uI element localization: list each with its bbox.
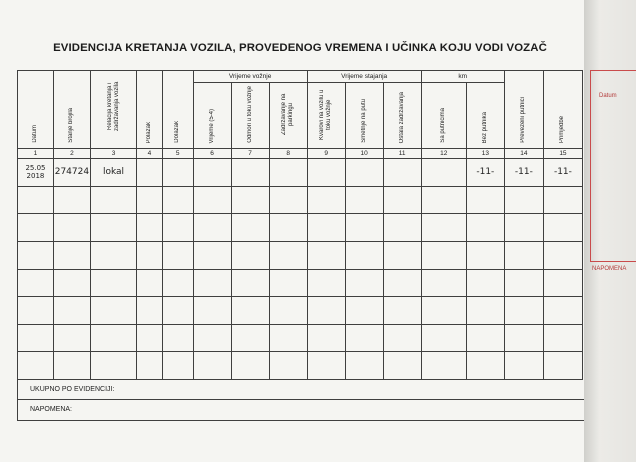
table-cell [269, 214, 307, 242]
table-cell [137, 241, 163, 269]
table-cell [137, 352, 163, 380]
col-number: 12 [421, 149, 466, 159]
table-cell [162, 269, 193, 297]
col-header-datum: Datum [18, 71, 54, 149]
table-cell [162, 352, 193, 380]
table-cell [18, 241, 54, 269]
col-header-vrijeme: Vrijeme (5-4) [193, 83, 231, 149]
table-cell [504, 241, 543, 269]
col-header-bez-putnika: Bez putnika [466, 83, 504, 149]
column-number-row [18, 149, 583, 159]
table-row [18, 352, 583, 380]
table-cell [383, 269, 421, 297]
table-cell [421, 269, 466, 297]
table-cell [90, 269, 136, 297]
col-number: 11 [383, 149, 421, 159]
table-cell [53, 186, 90, 214]
table-cell [421, 297, 466, 325]
table-cell [90, 297, 136, 325]
col-header-kvarovi: Kvarovi na vozilu u toku vožnje [307, 83, 345, 149]
col-header-odmori: Odmori u toku vožnje [231, 83, 269, 149]
table-cell [193, 159, 231, 187]
table-cell [231, 241, 269, 269]
table-cell [269, 186, 307, 214]
group-header-row [18, 71, 583, 83]
ukupno-label: UKUPNO PO EVIDENCIJI: [18, 380, 584, 400]
table-cell [345, 159, 383, 187]
col-number: 15 [543, 149, 582, 159]
table-cell [307, 186, 345, 214]
table-cell [345, 269, 383, 297]
table-cell [421, 324, 466, 352]
table-row [18, 297, 583, 325]
table-cell [504, 324, 543, 352]
table-cell [421, 159, 466, 187]
table-cell [466, 324, 504, 352]
table-cell [466, 352, 504, 380]
table-cell [90, 186, 136, 214]
col-header-parking: Zadržavanje na parkingu [269, 83, 307, 149]
table-cell [504, 352, 543, 380]
handwritten-entry: 274724 [53, 159, 90, 187]
table-cell [269, 324, 307, 352]
col-number: 5 [162, 149, 193, 159]
table-cell [421, 241, 466, 269]
table-cell [345, 324, 383, 352]
table-cell [543, 214, 582, 242]
table-cell [193, 269, 231, 297]
table-cell [466, 269, 504, 297]
table-cell [383, 297, 421, 325]
table-cell [162, 186, 193, 214]
table-cell [383, 352, 421, 380]
table-cell [162, 159, 193, 187]
table-cell [466, 186, 504, 214]
table-cell [231, 324, 269, 352]
handwritten-entry: lokal [90, 159, 136, 187]
table-cell [231, 159, 269, 187]
col-number: 13 [466, 149, 504, 159]
evidence-table [17, 70, 583, 380]
handwritten-entry: -11- [466, 159, 504, 187]
right-page-datum-label: Datum [599, 93, 617, 99]
table-cell [466, 297, 504, 325]
table-cell [137, 297, 163, 325]
table-cell [421, 352, 466, 380]
table-cell [193, 324, 231, 352]
col-number: 4 [137, 149, 163, 159]
col-number: 9 [307, 149, 345, 159]
table-cell [90, 324, 136, 352]
table-cell [543, 241, 582, 269]
table-cell [504, 297, 543, 325]
table-cell [269, 269, 307, 297]
table-cell [193, 241, 231, 269]
table-row [18, 214, 583, 242]
red-form-outline [590, 70, 636, 262]
table-cell [193, 352, 231, 380]
col-number: 10 [345, 149, 383, 159]
table-cell [193, 214, 231, 242]
table-cell [466, 214, 504, 242]
col-number: 8 [269, 149, 307, 159]
table-cell [543, 186, 582, 214]
summary-block [17, 380, 585, 421]
table-cell [383, 241, 421, 269]
napomena-label: NAPOMENA: [30, 406, 73, 413]
table-cell [543, 352, 582, 380]
table-cell [18, 186, 54, 214]
table-cell [421, 186, 466, 214]
table-cell [383, 159, 421, 187]
table-cell [193, 297, 231, 325]
group-header-km: km [421, 71, 504, 83]
col-number: 14 [504, 149, 543, 159]
table-cell [504, 186, 543, 214]
table-cell [504, 214, 543, 242]
table-cell [18, 214, 54, 242]
table-cell [466, 241, 504, 269]
table-cell [231, 297, 269, 325]
table-cell [269, 159, 307, 187]
table-cell [231, 186, 269, 214]
table-cell [307, 297, 345, 325]
group-header-vrijeme-stajanja: Vrijeme stajanja [307, 71, 421, 83]
col-number: 6 [193, 149, 231, 159]
table-cell [231, 214, 269, 242]
table-row [18, 159, 583, 187]
table-row [18, 269, 583, 297]
table-cell [231, 352, 269, 380]
table-cell [307, 214, 345, 242]
table-cell [53, 269, 90, 297]
table-cell [543, 324, 582, 352]
table-cell [18, 297, 54, 325]
table-cell [53, 352, 90, 380]
table-cell [53, 297, 90, 325]
col-header-sa-putnicima: Sa putnicima [421, 83, 466, 149]
table-cell [307, 352, 345, 380]
table-cell [307, 159, 345, 187]
handwritten-entry: -11- [543, 159, 582, 187]
table-cell [53, 241, 90, 269]
col-header-stanje-brojila: Stanje brojila [53, 71, 90, 149]
table-cell [53, 214, 90, 242]
table-cell [269, 352, 307, 380]
col-header-ostala: Ostala zadržavanja [383, 83, 421, 149]
col-header-prevezeni-putnici: Prevezeni putnici [504, 71, 543, 149]
table-cell [162, 324, 193, 352]
table-cell [383, 324, 421, 352]
table-cell [193, 186, 231, 214]
table-cell [137, 324, 163, 352]
table-cell [137, 214, 163, 242]
table-cell [18, 269, 54, 297]
table-cell [421, 214, 466, 242]
table-cell [90, 241, 136, 269]
table-cell [345, 214, 383, 242]
table-cell [137, 269, 163, 297]
col-header-polazak: Polazak [137, 71, 163, 149]
form-title: EVIDENCIJA KRETANJA VOZILA, PROVEDENOG VREMENA I UČINKA KOJU VODI VOZAČ [53, 42, 547, 54]
table-cell [345, 352, 383, 380]
table-cell [307, 324, 345, 352]
table-cell [18, 352, 54, 380]
table-cell [504, 269, 543, 297]
table-cell [53, 324, 90, 352]
group-header-vrijeme-voznje: Vrijeme vožnje [193, 71, 307, 83]
table-cell [307, 241, 345, 269]
col-number: 1 [18, 149, 54, 159]
table-cell [137, 159, 163, 187]
col-header-dolazak: Dolazak [162, 71, 193, 149]
table-cell [90, 214, 136, 242]
table-cell [162, 297, 193, 325]
next-page-edge [584, 0, 636, 462]
table-cell [231, 269, 269, 297]
table-cell [18, 324, 54, 352]
table-cell [543, 269, 582, 297]
col-number: 7 [231, 149, 269, 159]
right-page-napomena-label: NAPOMENA [592, 266, 627, 272]
table-cell [307, 269, 345, 297]
table-row [18, 241, 583, 269]
table-cell [137, 186, 163, 214]
table-cell [345, 297, 383, 325]
table-cell [269, 241, 307, 269]
col-header-primjedbe: Primjedbe [543, 71, 582, 149]
table-cell [90, 352, 136, 380]
col-number: 2 [53, 149, 90, 159]
table-cell [345, 186, 383, 214]
table-row [18, 324, 583, 352]
table-cell [383, 214, 421, 242]
table-cell [383, 186, 421, 214]
table-cell [543, 297, 582, 325]
table-cell [162, 214, 193, 242]
handwritten-entry: 25.05 2018 [18, 159, 54, 187]
table-row [18, 186, 583, 214]
col-header-relacija: Relacija kretanja i zadržavanja vozila [90, 71, 136, 149]
table-cell [345, 241, 383, 269]
handwritten-entry: -11- [504, 159, 543, 187]
col-header-smetnje: Smetnje na putu [345, 83, 383, 149]
table-cell [162, 241, 193, 269]
table-cell [269, 297, 307, 325]
col-number: 3 [90, 149, 136, 159]
